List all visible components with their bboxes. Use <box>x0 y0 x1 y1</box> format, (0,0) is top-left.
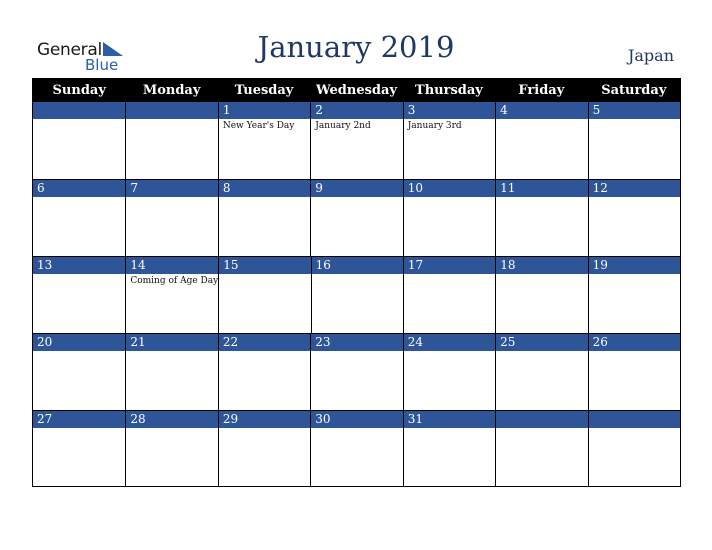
week-row <box>33 410 680 487</box>
holiday-label <box>219 197 310 199</box>
holiday-label <box>496 274 587 276</box>
holiday-label <box>312 274 403 276</box>
day-number: 27 <box>33 411 125 428</box>
holiday-label: Coming of Age Day <box>130 276 219 286</box>
day-cell <box>33 257 125 333</box>
day-cell <box>588 257 680 333</box>
day-cell <box>33 180 125 256</box>
day-number: 19 <box>589 257 680 274</box>
day-cell <box>588 102 680 179</box>
day-cell <box>588 334 680 410</box>
day-number: 22 <box>219 334 310 351</box>
dow-saturday: Saturday <box>601 83 667 98</box>
logo-text-general: General <box>37 40 102 60</box>
day-number: 5 <box>589 102 680 119</box>
country-label: Japan <box>627 46 674 65</box>
day-cell <box>310 411 402 487</box>
holiday-label <box>589 274 680 276</box>
day-number: 29 <box>219 411 310 428</box>
day-number: 11 <box>496 180 587 197</box>
dow-tuesday: Tuesday <box>234 83 294 98</box>
day-number: 6 <box>33 180 125 197</box>
day-number: 8 <box>219 180 310 197</box>
holiday-label <box>496 351 587 353</box>
day-cell <box>218 334 310 410</box>
day-cell <box>218 180 310 256</box>
holiday-label: January 2nd <box>315 121 371 131</box>
day-number: 9 <box>311 180 402 197</box>
day-cell <box>403 180 495 256</box>
holiday-label <box>404 274 495 276</box>
day-cell <box>310 180 402 256</box>
day-cell <box>218 411 310 487</box>
calendar-grid <box>32 78 681 487</box>
dow-sunday: Sunday <box>52 83 106 98</box>
holiday-label <box>496 428 587 430</box>
day-number: 28 <box>126 411 217 428</box>
day-cell <box>33 102 125 179</box>
day-cell <box>311 257 403 333</box>
day-number: 10 <box>404 180 495 197</box>
day-cell <box>588 180 680 256</box>
day-number: 12 <box>589 180 680 197</box>
week-row <box>33 333 680 410</box>
day-number: 26 <box>589 334 680 351</box>
day-cell <box>310 102 402 179</box>
day-number: 18 <box>496 257 587 274</box>
day-number <box>126 102 217 119</box>
day-cell <box>125 334 217 410</box>
holiday-label <box>404 428 495 430</box>
holiday-label <box>311 197 402 199</box>
holiday-label <box>589 197 680 199</box>
day-number: 4 <box>496 102 587 119</box>
holiday-label <box>404 351 495 353</box>
holiday-label <box>33 428 125 430</box>
day-of-week-header <box>33 79 680 102</box>
holiday-label <box>33 197 125 199</box>
holiday-label <box>589 428 680 430</box>
holiday-label <box>33 351 125 353</box>
dow-monday: Monday <box>142 83 201 98</box>
holiday-label <box>219 274 310 276</box>
week-row <box>33 102 680 179</box>
day-number: 16 <box>312 257 403 274</box>
day-cell <box>218 102 310 179</box>
day-cell <box>33 411 125 487</box>
holiday-label <box>126 351 217 353</box>
page-title: January 2019 <box>257 30 455 64</box>
day-number: 14 <box>126 257 218 274</box>
day-cell <box>403 411 495 487</box>
day-number: 25 <box>496 334 587 351</box>
day-cell <box>125 411 217 487</box>
day-cell <box>403 334 495 410</box>
day-cell <box>218 257 310 333</box>
day-cell <box>310 334 402 410</box>
day-number <box>496 411 587 428</box>
week-row <box>33 179 680 256</box>
day-cell <box>125 257 218 333</box>
day-cell <box>495 180 587 256</box>
day-number: 20 <box>33 334 125 351</box>
holiday-label <box>311 428 402 430</box>
day-cell <box>495 102 587 179</box>
day-number: 17 <box>404 257 495 274</box>
day-cell <box>33 334 125 410</box>
holiday-label <box>589 351 680 353</box>
day-number: 7 <box>126 180 217 197</box>
holiday-label <box>219 351 310 353</box>
day-cell <box>403 102 495 179</box>
holiday-label <box>496 197 587 199</box>
day-number: 2 <box>311 102 402 119</box>
day-cell <box>403 257 495 333</box>
day-number <box>589 411 680 428</box>
dow-wednesday: Wednesday <box>315 83 397 98</box>
day-number: 30 <box>311 411 402 428</box>
day-cell <box>125 102 217 179</box>
day-cell <box>588 411 680 487</box>
holiday-label <box>496 119 587 121</box>
day-number <box>33 102 125 119</box>
day-cell <box>495 411 587 487</box>
day-cell <box>495 257 587 333</box>
holiday-label <box>33 119 125 121</box>
day-number: 31 <box>404 411 495 428</box>
day-number: 21 <box>126 334 217 351</box>
day-number: 13 <box>33 257 125 274</box>
dow-friday: Friday <box>518 83 565 98</box>
holiday-label: New Year's Day <box>222 121 295 131</box>
day-number: 3 <box>404 102 495 119</box>
holiday-label <box>126 119 217 121</box>
day-number: 1 <box>219 102 310 119</box>
holiday-label <box>589 119 680 121</box>
holiday-label <box>33 274 125 276</box>
logo-text-blue: Blue <box>85 56 119 74</box>
day-number: 15 <box>219 257 310 274</box>
holiday-label <box>404 197 495 199</box>
day-cell <box>125 180 217 256</box>
day-number: 23 <box>311 334 402 351</box>
holiday-label <box>219 428 310 430</box>
calendar-weeks <box>33 102 680 487</box>
holiday-label <box>311 351 402 353</box>
day-number: 24 <box>404 334 495 351</box>
dow-thursday: Thursday <box>415 83 483 98</box>
holiday-label <box>126 428 217 430</box>
holiday-label <box>126 197 217 199</box>
day-cell <box>495 334 587 410</box>
week-row <box>33 256 680 333</box>
holiday-label: January 3rd <box>407 121 462 131</box>
